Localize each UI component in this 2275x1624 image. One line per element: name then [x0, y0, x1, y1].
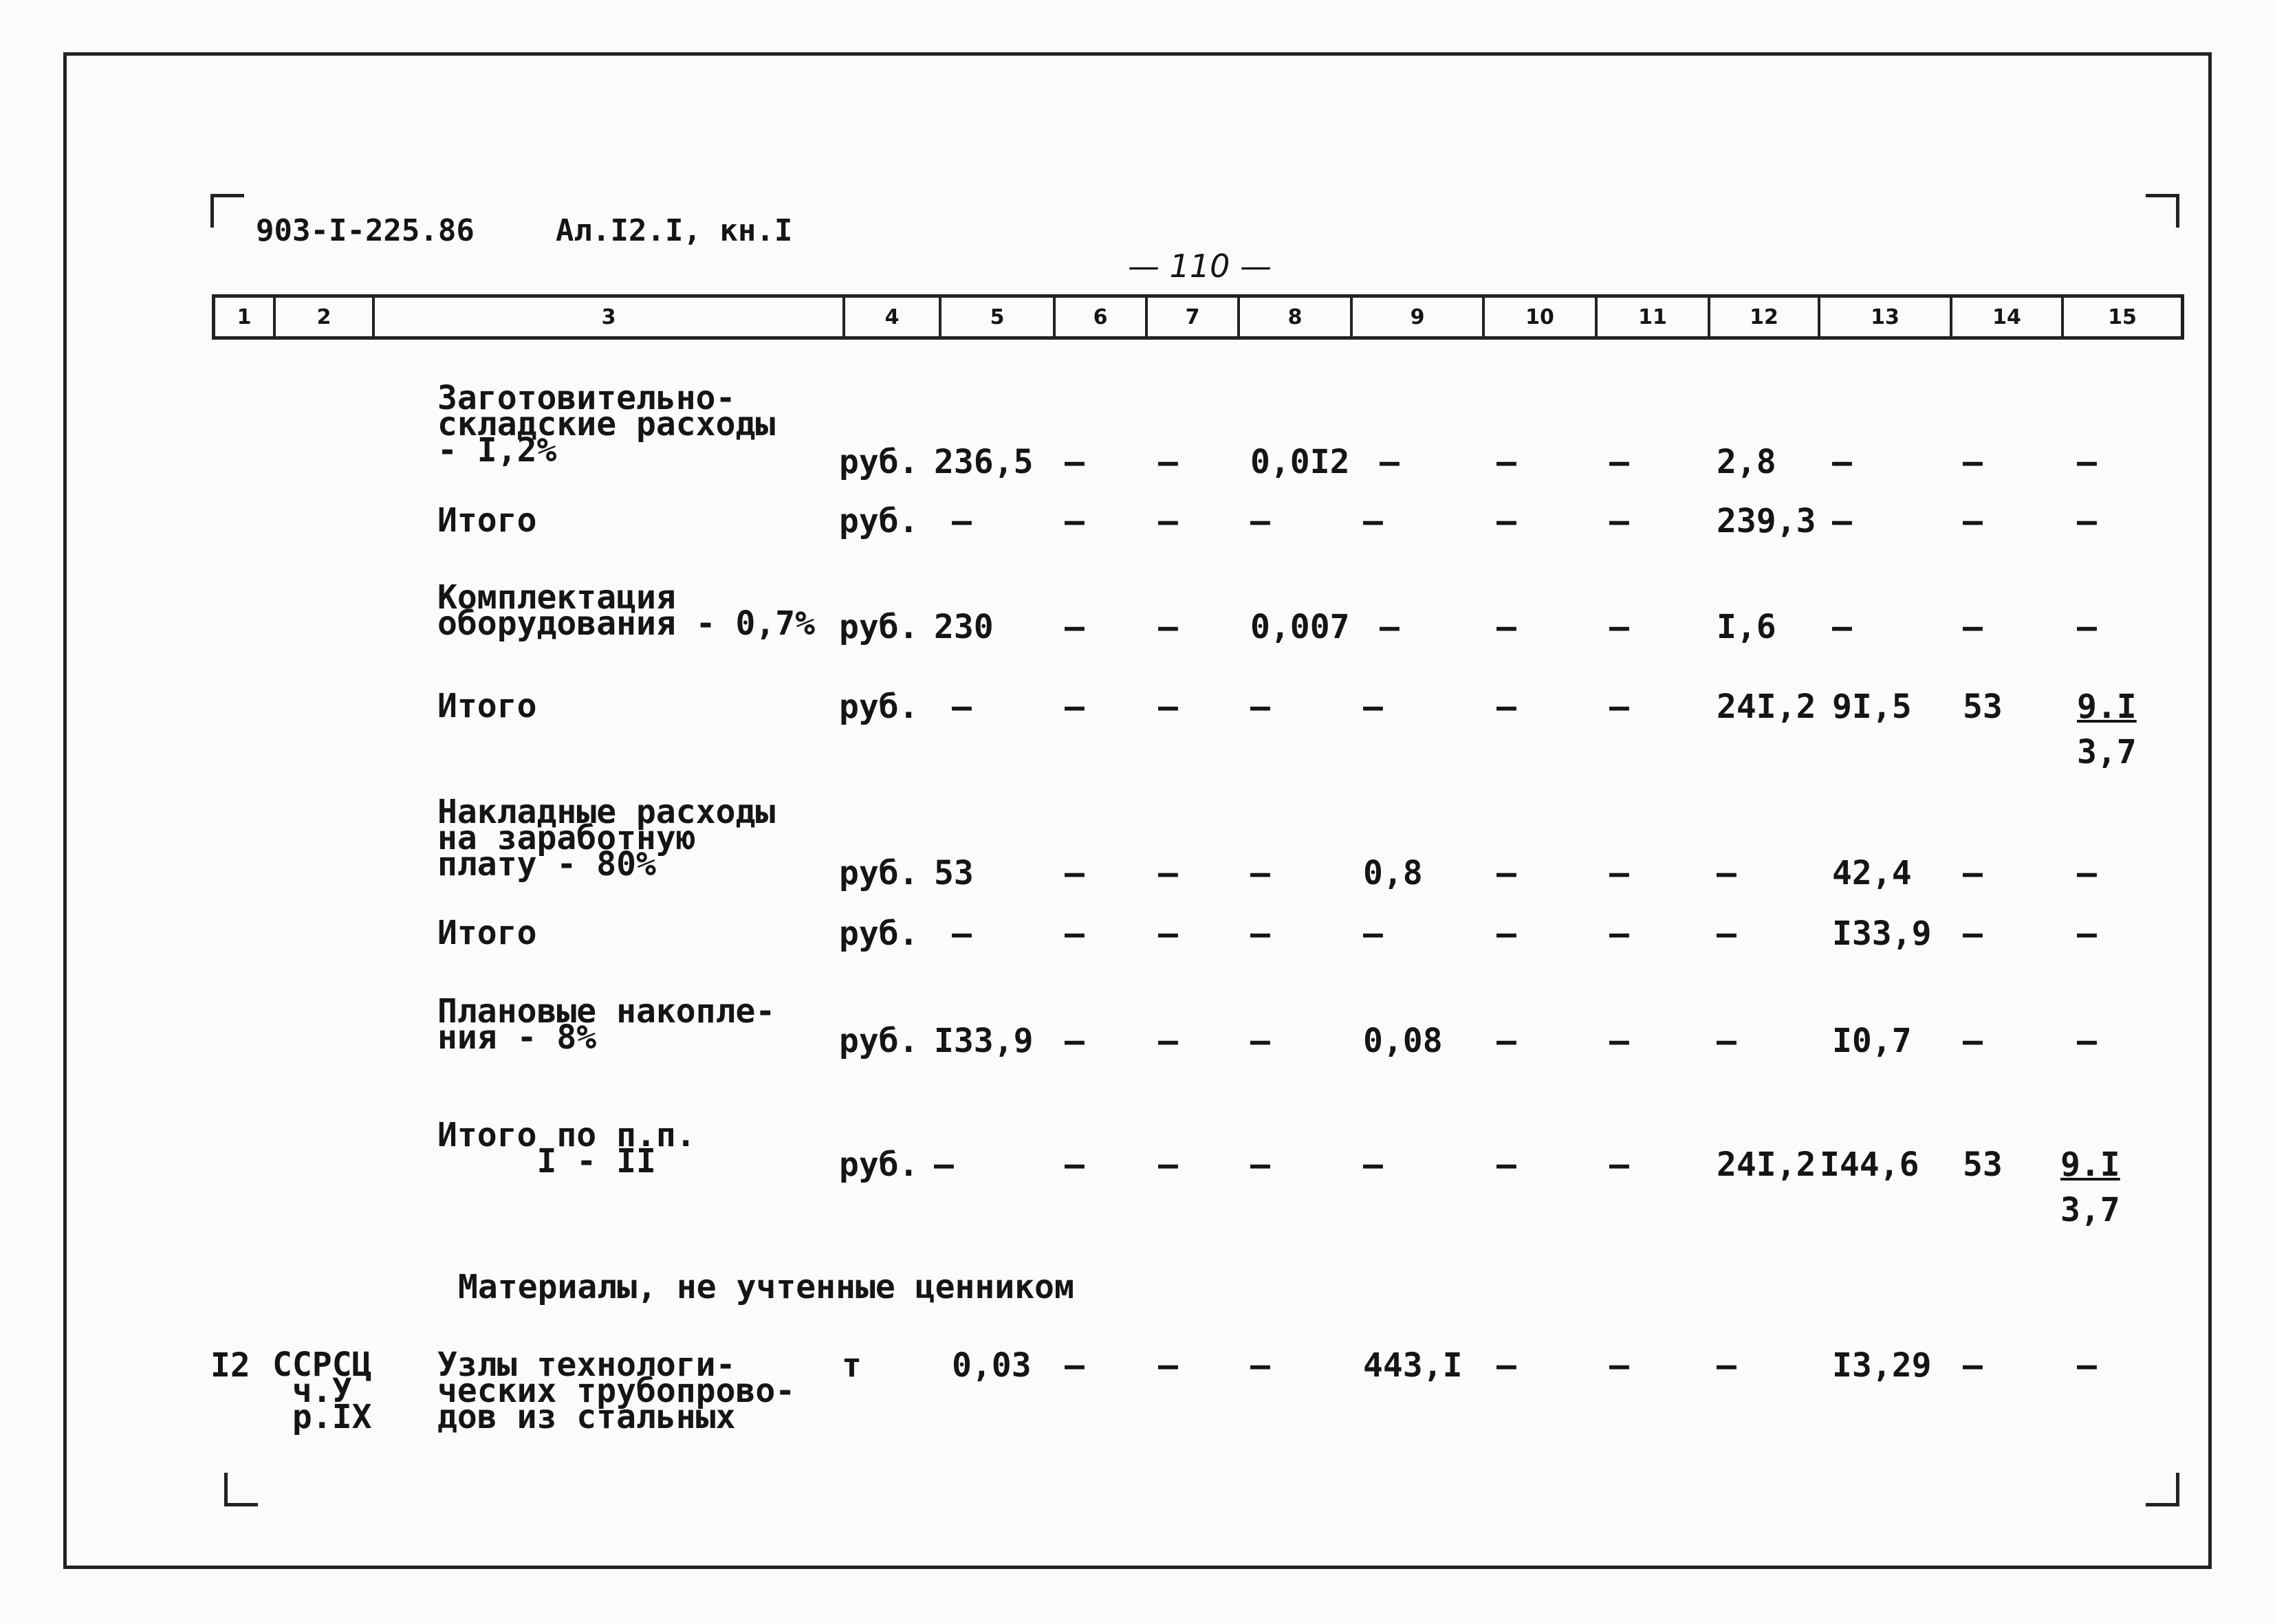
cell-col15-numerator: 9.I: [2077, 688, 2137, 726]
column-number: 3: [375, 298, 845, 336]
row-description: Заготовительно- складские расходы - I,2%: [437, 379, 776, 470]
column-number: 10: [1485, 298, 1598, 336]
cell-col6: –: [1065, 1346, 1085, 1385]
cell-col7: –: [1158, 608, 1178, 646]
cell-col8: –: [1250, 1346, 1270, 1385]
page-number: — 110 —: [1128, 248, 1272, 285]
cell-col6: –: [1065, 688, 1085, 726]
cell-col11: –: [1609, 914, 1629, 953]
cell-col10: –: [1496, 914, 1516, 953]
document-code: 903-I-225.86: [256, 213, 475, 248]
cell-col10: –: [1496, 443, 1516, 481]
cell-col12: I,6: [1717, 608, 1776, 646]
cell-col13: –: [1832, 502, 1852, 540]
cell-col7: –: [1158, 1022, 1178, 1060]
cell-col15: –: [2077, 608, 2097, 646]
cell-col8: –: [1250, 854, 1270, 892]
cell-col7: –: [1158, 914, 1178, 953]
column-number: 12: [1710, 298, 1820, 336]
cell-col15: –: [2077, 502, 2097, 540]
section-heading: Материалы, не учтенные ценником: [458, 1268, 1074, 1306]
row-description: Итого: [437, 501, 537, 540]
cell-col9: –: [1380, 443, 1400, 481]
cell-col13: 9I,5: [1832, 688, 1912, 726]
cell-col14: –: [1963, 502, 1983, 540]
cell-col8: 0,0I2: [1250, 443, 1350, 481]
cell-col5: 53: [934, 854, 974, 892]
cell-col7: –: [1158, 443, 1178, 481]
cell-col5: 236,5: [934, 443, 1034, 481]
row-description: Итого: [437, 914, 537, 952]
cell-col7: –: [1158, 854, 1178, 892]
column-number: 4: [845, 298, 941, 336]
cell-col15: –: [2077, 1022, 2097, 1060]
cell-col8: 0,007: [1250, 608, 1350, 646]
cell-col5: –: [952, 688, 972, 726]
cell-col11: –: [1609, 608, 1629, 646]
cell-col9: –: [1363, 914, 1383, 953]
cell-col12: 2,8: [1717, 443, 1776, 481]
cell-col13: I44,6: [1820, 1145, 1919, 1184]
cell-col14: –: [1963, 1022, 1983, 1060]
item-number: I2: [210, 1346, 250, 1385]
cell-col5: –: [934, 1145, 954, 1184]
row-unit: руб.: [839, 1022, 919, 1060]
cell-col7: –: [1158, 502, 1178, 540]
corner-mark-top-right: [2146, 194, 2179, 228]
cell-col15: –: [2077, 914, 2097, 953]
cell-col15: –: [2077, 1346, 2097, 1385]
cell-col14: –: [1963, 608, 1983, 646]
column-number: 5: [941, 298, 1056, 336]
cell-col8: –: [1250, 688, 1270, 726]
cell-col11: –: [1609, 1022, 1629, 1060]
cell-col9: 0,8: [1363, 854, 1423, 892]
cell-col11: –: [1609, 854, 1629, 892]
row-description: Комплектация оборудования - 0,7%: [437, 578, 816, 643]
row-unit: руб.: [839, 443, 919, 481]
album-reference: Ал.I2.I, кн.I: [556, 213, 793, 248]
cell-col11: –: [1609, 443, 1629, 481]
column-number: 14: [1952, 298, 2064, 336]
cell-col14: –: [1963, 914, 1983, 953]
cell-col12: –: [1717, 1346, 1737, 1385]
cell-col11: –: [1609, 1145, 1629, 1184]
column-number: 11: [1598, 298, 1710, 336]
row-description: Итого: [437, 687, 537, 725]
column-number: 2: [276, 298, 375, 336]
cell-col6: –: [1065, 1145, 1085, 1184]
cell-col14: 53: [1963, 688, 2003, 726]
cell-col12: 239,3: [1717, 502, 1816, 540]
item-unit: т: [842, 1346, 862, 1385]
row-unit: руб.: [839, 914, 919, 953]
cell-col13: 42,4: [1832, 854, 1912, 892]
row-unit: руб.: [839, 1145, 919, 1184]
cell-col5: 0,03: [952, 1346, 1032, 1385]
cell-col14: –: [1963, 1346, 1983, 1385]
cell-col9: –: [1363, 502, 1383, 540]
row-description: Итого по п.п. I - II: [437, 1116, 696, 1181]
cell-col15: –: [2077, 443, 2097, 481]
cell-col11: –: [1609, 502, 1629, 540]
cell-col13: –: [1832, 443, 1852, 481]
row-description: Накладные расходы на заработную плату - 80%: [437, 793, 776, 884]
cell-col12: –: [1717, 1022, 1737, 1060]
cell-col10: –: [1496, 854, 1516, 892]
cell-col9: 0,08: [1363, 1022, 1443, 1060]
column-number: 15: [2108, 305, 2137, 329]
cell-col11: –: [1609, 1346, 1629, 1385]
cell-col5: 230: [934, 608, 994, 646]
cell-col7: –: [1158, 688, 1178, 726]
cell-col12: 24I,2: [1717, 688, 1816, 726]
item-description: Узлы технологи- ческих трубопрово- дов из стальных: [437, 1346, 796, 1436]
cell-col12: –: [1717, 854, 1737, 892]
column-number: 13: [1820, 298, 1952, 336]
column-number: 7: [1148, 298, 1240, 336]
cell-col6: –: [1065, 914, 1085, 953]
corner-mark-bottom-left: [224, 1473, 258, 1506]
cell-col15: –: [2077, 854, 2097, 892]
cell-col11: –: [1609, 688, 1629, 726]
cell-col14: 53: [1963, 1145, 2003, 1184]
column-number: 8: [1240, 298, 1353, 336]
cell-col9: –: [1363, 1145, 1383, 1184]
cell-col9: –: [1380, 608, 1400, 646]
cell-col10: –: [1496, 502, 1516, 540]
cell-col14: –: [1963, 443, 1983, 481]
cell-col13: I33,9: [1832, 914, 1932, 953]
corner-mark-bottom-right: [2146, 1473, 2179, 1506]
cell-col15-numerator: 9.I: [2060, 1145, 2120, 1184]
cell-col9: 443,I: [1363, 1346, 1463, 1385]
cell-col14: –: [1963, 854, 1983, 892]
cell-col13: I3,29: [1832, 1346, 1932, 1385]
cell-col12: –: [1717, 914, 1737, 953]
cell-col5: –: [952, 502, 972, 540]
cell-col10: –: [1496, 1022, 1516, 1060]
row-unit: руб.: [839, 502, 919, 540]
row-unit: руб.: [839, 608, 919, 646]
row-description: Плановые накопле- ния - 8%: [437, 992, 776, 1057]
cell-col8: –: [1250, 1022, 1270, 1060]
cell-col10: –: [1496, 608, 1516, 646]
item-reference: ССРСЦ ч.У р.IX: [272, 1346, 372, 1436]
cell-col9: –: [1363, 688, 1383, 726]
cell-col13: I0,7: [1832, 1022, 1912, 1060]
cell-col6: –: [1065, 608, 1085, 646]
cell-col15-denominator: 3,7: [2060, 1191, 2120, 1229]
cell-col6: –: [1065, 1022, 1085, 1060]
column-number: 1: [215, 298, 276, 336]
cell-col13: –: [1832, 608, 1852, 646]
cell-col12: 24I,2: [1717, 1145, 1816, 1184]
cell-col15-denominator: 3,7: [2077, 733, 2137, 771]
cell-col10: –: [1496, 1346, 1516, 1385]
cell-col6: –: [1065, 443, 1085, 481]
cell-col5: I33,9: [934, 1022, 1034, 1060]
cell-col6: —: [1065, 854, 1085, 892]
cell-col10: –: [1496, 1145, 1516, 1184]
cell-col7: –: [1158, 1346, 1178, 1385]
row-unit: руб.: [839, 854, 919, 892]
column-number: 9: [1353, 298, 1485, 336]
cell-col7: –: [1158, 1145, 1178, 1184]
cell-col10: –: [1496, 688, 1516, 726]
column-number-header: [212, 294, 2184, 340]
column-number: 6: [1056, 298, 1148, 336]
cell-col5: –: [952, 914, 972, 953]
cell-col8: –: [1250, 502, 1270, 540]
cell-col6: –: [1065, 502, 1085, 540]
cell-col8: –: [1250, 914, 1270, 953]
corner-mark-top-left: [210, 194, 244, 228]
row-unit: руб.: [839, 688, 919, 726]
cell-col8: –: [1250, 1145, 1270, 1184]
